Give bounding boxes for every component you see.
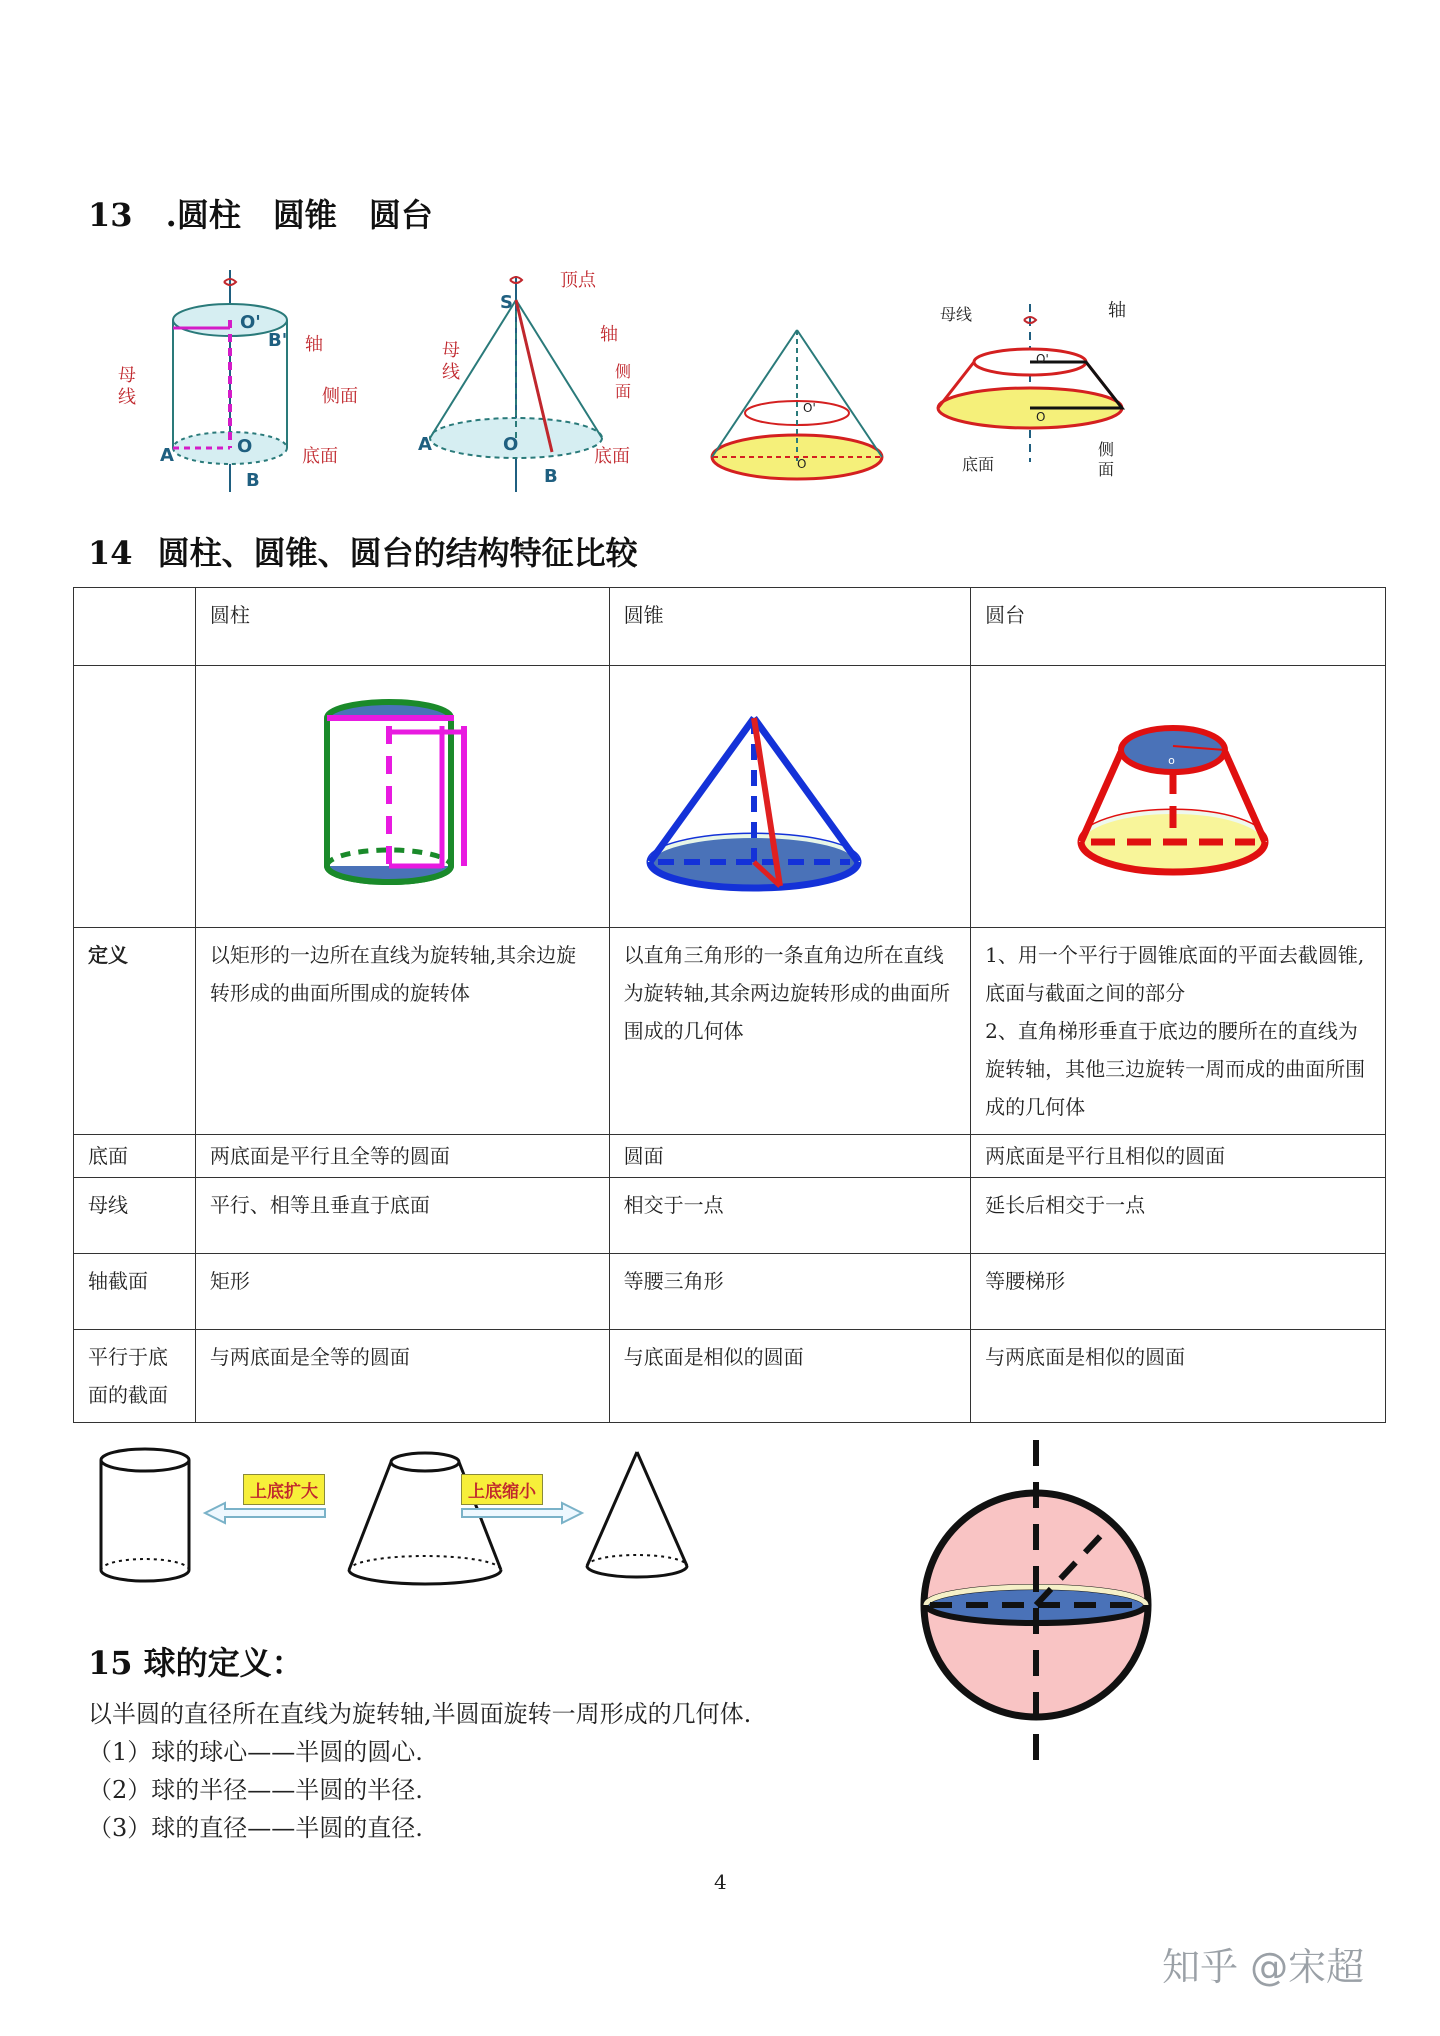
- cone-label-generatrix: 母 线: [442, 340, 460, 383]
- frustum-label-o-top: O': [1036, 352, 1049, 366]
- section-13-heading: [88, 190, 433, 236]
- section-14-title: 圆柱、圆锥、圆台的结构特征比较: [157, 534, 638, 572]
- cone-label-lateral: 侧 面: [615, 362, 632, 401]
- cylinder-figure: [100, 270, 360, 500]
- sphere-item-1: （1）球的球心——半圆的圆心.: [88, 1738, 423, 1766]
- sphere-item-2: （2）球的半径——半圆的半径.: [88, 1776, 423, 1804]
- table-header-cylinder: 圆柱: [195, 588, 609, 666]
- cylinder-label-b: B: [246, 470, 260, 491]
- table-definition-cylinder: 以矩形的一边所在直线为旋转轴,其余边旋转形成的曲面所围成的旋转体: [195, 928, 609, 1135]
- transform-figure: [95, 1440, 715, 1600]
- table-header-frustum: 圆台: [971, 588, 1386, 666]
- table-figure-row: [74, 666, 1386, 928]
- comparison-table: [73, 587, 1386, 1423]
- cone-label-o: O: [503, 434, 519, 455]
- section-15-heading: 15 球的定义：: [88, 1644, 304, 1682]
- table-row-base-label: 底面: [74, 1135, 196, 1178]
- cone-label-axis: 轴: [600, 324, 618, 345]
- table-row-axial-section-frustum: 等腰梯形: [971, 1254, 1386, 1330]
- cylinder-label-a: A: [160, 445, 174, 466]
- section-13-number: 13: [88, 196, 133, 234]
- table-cylinder-figure-cell: [195, 666, 609, 928]
- cone-label-a: A: [418, 434, 432, 455]
- table-row-generatrix-cylinder: 平行、相等且垂直于底面: [195, 1178, 609, 1254]
- transform-label-enlarge: 上底扩大: [243, 1474, 325, 1505]
- table-row-parallel-section-cone: 与底面是相似的圆面: [609, 1330, 970, 1423]
- cone-frustum-figure: [705, 325, 895, 495]
- frustum-label-base: 底面: [962, 455, 995, 474]
- table-row-generatrix-label: 母线: [74, 1178, 196, 1254]
- page-number: 4: [714, 1870, 727, 1894]
- table-cone-figure-cell: [609, 666, 970, 928]
- cone-label-apex: 顶点: [560, 270, 596, 291]
- transform-label-shrink: 上底缩小: [461, 1474, 543, 1505]
- table-row-generatrix-frustum: 延长后相交于一点: [971, 1178, 1386, 1254]
- cylinder-label-b-top: B': [268, 330, 288, 351]
- table-frustum-center-label: o: [1168, 754, 1175, 767]
- table-header-empty: [74, 588, 196, 666]
- table-row-axial-section-label: 轴截面: [74, 1254, 196, 1330]
- table-header-row: [74, 588, 1386, 666]
- table-row-parallel-section-label: 平行于底面的截面: [74, 1330, 196, 1423]
- table-definition-row: [74, 928, 1386, 1135]
- table-row-base: [74, 1135, 1386, 1178]
- table-row-base-cylinder: 两底面是平行且全等的圆面: [195, 1135, 609, 1178]
- table-row-parallel-section: [74, 1330, 1386, 1423]
- cylinder-label-o: O: [237, 436, 253, 457]
- table-row-generatrix: [74, 1178, 1386, 1254]
- watermark: 知乎 @宋超: [1162, 1945, 1365, 1989]
- table-row-parallel-section-cylinder: 与两底面是全等的圆面: [195, 1330, 609, 1423]
- section-13-title: .圆柱 圆锥 圆台: [165, 196, 433, 234]
- table-row-parallel-section-frustum: 与两底面是相似的圆面: [971, 1330, 1386, 1423]
- sphere-drawing: [920, 1440, 1160, 1770]
- frustum-label-o: O: [1036, 410, 1046, 424]
- frustum-label-generatrix: 母线: [940, 305, 973, 324]
- table-row-axial-section-cylinder: 矩形: [195, 1254, 609, 1330]
- cylinder-label-o-top: O': [240, 312, 261, 333]
- table-figure-empty: [74, 666, 196, 928]
- cylinder-label-axis: 轴: [305, 334, 323, 355]
- cone-label-base: 底面: [594, 446, 630, 467]
- cylinder-label-generatrix: 母 线: [118, 365, 136, 408]
- frustum-label-lateral: 侧 面: [1098, 440, 1115, 479]
- table-header-cone: 圆锥: [609, 588, 970, 666]
- table-definition-frustum-1: 1、用一个平行于圆锥底面的平面去截圆锥,底面与截面之间的部分: [985, 943, 1365, 1005]
- cone-label-s: S: [500, 292, 513, 313]
- table-definition-cone: 以直角三角形的一条直角边所在直线为旋转轴,其余两边旋转形成的曲面所围成的几何体: [609, 928, 970, 1135]
- cone-label-b: B: [544, 466, 558, 487]
- cylinder-label-lateral: 侧面: [322, 386, 358, 407]
- section-14-number: 14: [88, 534, 133, 572]
- table-definition-frustum: [971, 928, 1386, 1135]
- table-row-base-frustum: 两底面是平行且相似的圆面: [971, 1135, 1386, 1178]
- table-row-generatrix-cone: 相交于一点: [609, 1178, 970, 1254]
- transform-drawing: [95, 1440, 715, 1600]
- sphere-figure: [920, 1440, 1160, 1770]
- table-row-axial-section: [74, 1254, 1386, 1330]
- table-frustum-figure-cell: [971, 666, 1386, 928]
- cone-frustum-label-o: O: [797, 457, 807, 471]
- table-row-axial-section-cone: 等腰三角形: [609, 1254, 970, 1330]
- sphere-definition: 以半圆的直径所在直线为旋转轴,半圆面旋转一周形成的几何体.: [88, 1700, 752, 1728]
- table-definition-label: 定义: [74, 928, 196, 1135]
- cone-figure: [420, 262, 660, 502]
- table-row-base-cone: 圆面: [609, 1135, 970, 1178]
- cylinder-label-base: 底面: [302, 446, 338, 467]
- section-14-heading: [88, 528, 638, 574]
- table-cone-drawing: [644, 710, 864, 900]
- frustum-label-axis: 轴: [1108, 300, 1126, 321]
- cone-frustum-label-o-top: O': [803, 401, 816, 415]
- sphere-item-3: （3）球的直径——半圆的直径.: [88, 1814, 423, 1842]
- table-cylinder-drawing: [324, 696, 484, 896]
- table-frustum-drawing: [1075, 720, 1275, 900]
- table-definition-frustum-2: 2、直角梯形垂直于底边的腰所在的直线为旋转轴，其他三边旋转一周而成的曲面所围成的几何体: [985, 1019, 1366, 1119]
- frustum-figure: [930, 290, 1150, 490]
